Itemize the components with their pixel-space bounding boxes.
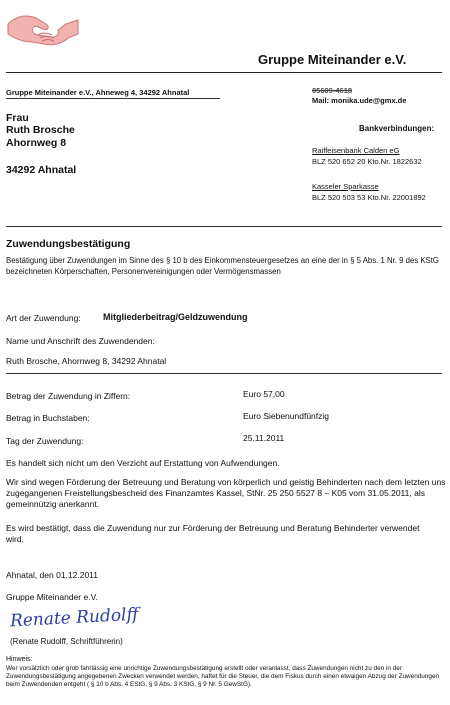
donor-divider bbox=[6, 373, 442, 374]
sender-underline bbox=[6, 98, 220, 99]
bank-heading: Bankverbindungen: bbox=[359, 124, 435, 133]
handwritten-signature: Renate Rudolff bbox=[9, 604, 140, 632]
recipient-name: Ruth Brosche bbox=[6, 124, 75, 136]
document-title: Zuwendungsbestätigung bbox=[6, 238, 131, 250]
field-value: Euro 57,00 bbox=[243, 389, 285, 399]
signatory-name: (Renate Rudolff, Schriftführerin) bbox=[10, 637, 123, 646]
sender-address-line: Gruppe Miteinander e.V., Ahneweg 4, 34292 Ahnatal bbox=[6, 88, 190, 97]
handshake-logo bbox=[6, 4, 80, 50]
recipient-city: 34292 Ahnatal bbox=[6, 164, 77, 176]
donor-value: Ruth Brosche, Ahornweg 8, 34292 Ahnatal bbox=[6, 356, 167, 366]
art-label: Art der Zuwendung: bbox=[6, 313, 81, 323]
section-divider bbox=[6, 226, 442, 227]
recipient-salutation: Frau bbox=[6, 112, 29, 124]
recipient-street: Ahornweg 8 bbox=[6, 137, 67, 149]
field-label: Betrag der Zuwendung in Ziffern: bbox=[6, 391, 131, 401]
art-value: Mitgliederbeitrag/Geldzuwendung bbox=[103, 312, 248, 322]
verwendung-statement: Es wird bestätigt, dass die Zuwendung nur zur Förderung der Betreuung und Beratung Behinderter verwendet wird. bbox=[6, 523, 420, 544]
organization-title: Gruppe Miteinander e.V. bbox=[258, 52, 407, 67]
field-label: Betrag in Buchstaben: bbox=[6, 413, 90, 423]
foerderung-statement: Wir sind wegen Förderung der Betreuung und Beratung von körperlich und geistig Behinderten nach dem letzten uns zugegangenen Freistellungsbescheid des Finanzamtes Kassel, StNr. 25 250 5527 8 – K05 vom 31.05.2011, als gemeinnützig anerkannt. bbox=[6, 477, 446, 509]
bank-name: Raiffeisenbank Calden eG bbox=[312, 146, 400, 155]
intro-paragraph: Bestätigung über Zuwendungen im Sinne des § 10 b des Einkommensteuergesetzes an eine der in § 5 Abs. 1 Nr. 9 des KStG bezeichneten Körperschaften, Personenvereinigungen oder Vermögensmassen bbox=[6, 256, 439, 276]
field-value: 25.11.2011 bbox=[243, 433, 285, 443]
bank-name: Kasseler Sparkasse bbox=[312, 182, 379, 191]
field-label: Tag der Zuwendung: bbox=[6, 436, 84, 446]
email-address: Mail: monika.ude@gmx.de bbox=[312, 96, 407, 105]
donor-label: Name und Anschrift des Zuwendenden: bbox=[6, 336, 155, 346]
bank-details: BLZ 520 652 20 Kto.Nr. 1822632 bbox=[312, 157, 422, 166]
bank-details: BLZ 520 503 53 Kto.Nr. 22001892 bbox=[312, 193, 426, 202]
notes-heading: Hinweis: bbox=[6, 656, 33, 663]
place-date: Ahnatal, den 01.12.2011 bbox=[6, 570, 99, 580]
verzicht-statement: Es handelt sich nicht um den Verzicht auf Erstattung von Aufwendungen. bbox=[6, 458, 280, 468]
header-divider bbox=[6, 72, 442, 73]
closing-organization: Gruppe Miteinander e.V. bbox=[6, 592, 98, 602]
field-value: Euro Siebenundfünfzig bbox=[243, 411, 330, 421]
phone-number: 05609-4618 bbox=[312, 86, 353, 95]
legal-notice: Wer vorsätzlich oder grob fahrlässig eine unrichtige Zuwendungsbestätigung erstellt oder veranlasst, dass Zuwendungen nicht zu den in der Zuwendungsbestätigung angegebenen Zwecken verwendet werden, haftet für die Steuer, die dem Fiskus durch einen etwaigen Abzug der Zuwendungen beim Zuwendenden entgeht ( § 10 b Abs. 4 EStG, § 9 Abs. 3 KStG, § 9 Nr. 5 GewStG). bbox=[6, 665, 440, 688]
